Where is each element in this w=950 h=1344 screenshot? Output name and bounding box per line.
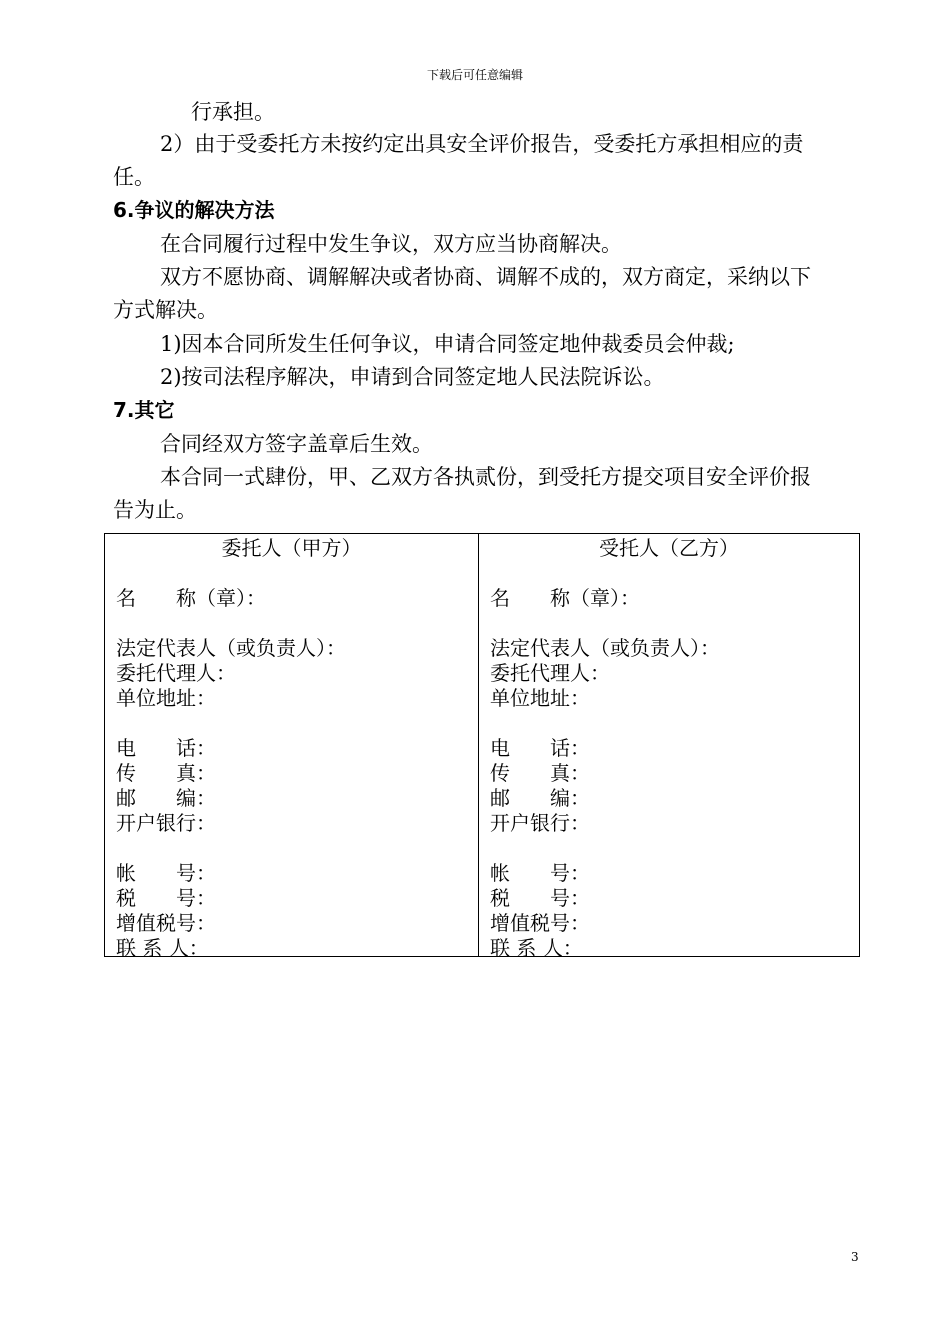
client-name-field: 名 称（章）： — [116, 586, 266, 610]
client-vat-field: 增值税号： — [116, 911, 216, 935]
contractor-vat-field: 增值税号： — [490, 911, 590, 935]
contractor-title: 受托人（乙方） — [599, 536, 739, 560]
body-line: 行承担。 — [191, 100, 275, 124]
body-line: 2)按司法程序解决，申请到合同签定地人民法院诉讼。 — [160, 365, 665, 389]
contractor-address-field: 单位地址： — [490, 686, 590, 710]
contractor-tax-field: 税 号： — [490, 886, 590, 910]
contractor-contact-field: 联 系 人： — [490, 936, 583, 960]
contractor-phone-field: 电 话： — [490, 736, 590, 760]
client-legal-rep-field: 法定代表人（或负责人）： — [116, 636, 346, 660]
contractor-postcode-field: 邮 编： — [490, 786, 590, 810]
client-agent-field: 委托代理人： — [116, 661, 236, 685]
section-heading-7: 7.其它 — [113, 398, 175, 422]
client-address-field: 单位地址： — [116, 686, 216, 710]
client-bank-field: 开户银行： — [116, 811, 216, 835]
page-number: 3 — [851, 1250, 859, 1264]
client-postcode-field: 邮 编： — [116, 786, 216, 810]
section-heading-6: 6.争议的解决方法 — [113, 198, 275, 222]
client-title: 委托人（甲方） — [221, 536, 362, 560]
body-line: 告为止。 — [113, 498, 197, 522]
body-line: 在合同履行过程中发生争议，双方应当协商解决。 — [160, 232, 622, 256]
body-line: 本合同一式肆份，甲、乙双方各执贰份，到受托方提交项目安全评价报 — [160, 465, 811, 489]
body-line: 2）由于受委托方未按约定出具安全评价报告，受委托方承担相应的责 — [160, 132, 804, 156]
contractor-bank-field: 开户银行： — [490, 811, 590, 835]
client-tax-field: 税 号： — [116, 886, 216, 910]
body-line: 合同经双方签字盖章后生效。 — [160, 432, 433, 456]
client-column — [105, 534, 479, 960]
body-line: 1)因本合同所发生任何争议，申请合同签定地仲裁委员会仲裁; — [160, 332, 735, 356]
contractor-name-field: 名 称（章）： — [490, 586, 640, 610]
client-contact-field: 联 系 人： — [116, 936, 209, 960]
client-account-field: 帐 号： — [116, 861, 216, 885]
body-line: 方式解决。 — [113, 298, 218, 322]
client-phone-field: 电 话： — [116, 736, 216, 760]
contractor-agent-field: 委托代理人： — [490, 661, 610, 685]
contractor-fax-field: 传 真： — [490, 761, 590, 785]
body-line: 双方不愿协商、调解解决或者协商、调解不成的，双方商定，采纳以下 — [160, 265, 811, 289]
client-fax-field: 传 真： — [116, 761, 216, 785]
page-header: 下载后可任意编辑 — [426, 68, 523, 82]
body-line: 任。 — [113, 165, 155, 189]
contractor-legal-rep-field: 法定代表人（或负责人）： — [490, 636, 720, 660]
contractor-column — [479, 534, 859, 960]
signature-table — [104, 533, 860, 960]
contractor-account-field: 帐 号： — [490, 861, 590, 885]
